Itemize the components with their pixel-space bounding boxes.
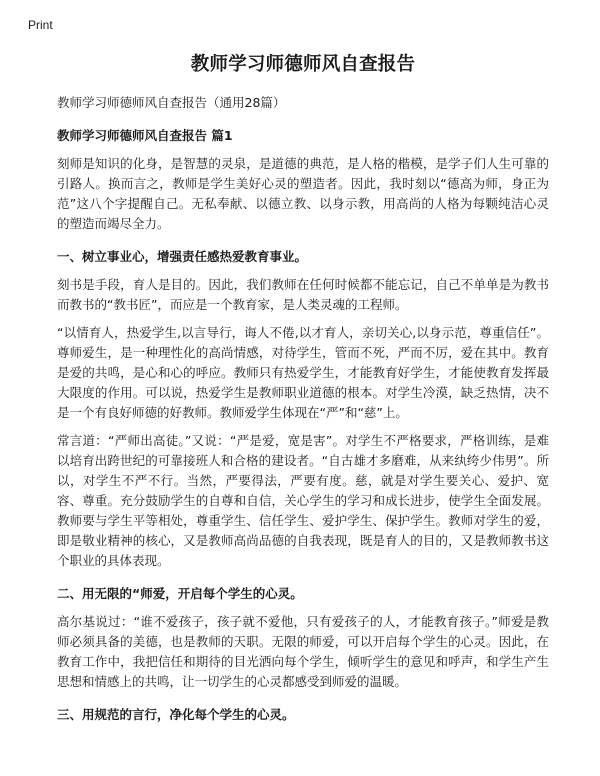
- section-2-paragraph-1: 高尔基说过：“谁不爱孩子，孩子就不爱他，只有爱孩子的人，才能教育孩子。”师爱是教师必须具备的美德，也是教师的天职。无限的师爱，可以开启每个学生的心灵。因此，在教育工作中，我把信任和期待的目光洒向每个学生，倾听学生的意见和呼声，和学生产生思想和情感上的共鸣，让一切学生的心灵都感受到师爱的温暖。: [57, 614, 549, 689]
- section-1-paragraph-1: 刻书是手段，育人是目的。因此，我们教师在任何时候都不能忘记，自己不单单是为教书而教书的“教书匠”，而应是一个教育家，是人类灵魂的工程师。: [57, 277, 549, 312]
- document-title: 教师学习师德师风自查报告: [190, 54, 416, 75]
- document-body: [57, 52, 549, 725]
- section-heading-2: 二、用无限的“师爱，开启每个学生的心灵。: [57, 586, 303, 601]
- section-1-paragraph-3: 常言道：“严师出高徒。”又说：“严是爱，宽是害”。对学生不严格要求，严格训练，是难以培育出跨世纪的可靠接班人和合格的建设者。“自古雄才多磨难，从来纨绔少伟男”。所以，对学生不严不行。当然，严要得法，严要有度。慈，就是对学生要关心、爱护、宽容、尊重。充分鼓励学生的自尊和自信，关心学生的学习和成长进步，使学生全面发展。教师要与学生平等相处，尊重学生、信任学生、爱护学生、保护学生。教师对学生的爱，即是敬业精神的核心，又是教师高尚品德的自我表现，既是育人的目的，又是教师教书这个职业的具体表现。: [57, 433, 549, 568]
- piece-title: 教师学习师德师风自查报告 篇1: [57, 128, 233, 143]
- document-subtitle: 教师学习师德师风自查报告（通用28篇）: [57, 95, 286, 110]
- section-heading-1: 一、树立事业心，增强责任感热爱教育事业。: [57, 249, 308, 264]
- section-1-paragraph-2: “以情育人，热爱学生,以言导行，诲人不倦,以才育人，亲切关心,以身示范，尊重信任”。尊师爱生，是一种理性化的高尚情感，对待学生，管而不死，严而不厉，爱在其中。教育是爱的共鸣，是心和心的呼应。教师只有热爱学生，才能教育好学生，才能使教育发挥最大限度的作用。可以说，热爱学生是教师职业道德的根本。对学生冷漠，缺乏热情，决不是一个有良好师德的好教师。教师爱学生体现在“严”和“慈”上。: [57, 325, 549, 420]
- section-heading-3: 三、用规范的言行，净化每个学生的心灵。: [57, 707, 295, 722]
- print-link[interactable]: Print: [28, 18, 53, 32]
- intro-paragraph: 刻师是知识的化身，是智慧的灵泉，是道德的典范，是人格的楷模，是学子们人生可靠的引路人。换而言之，教师是学生美好心灵的塑造者。因此，我时刻以“德高为师，身正为范”这八个字提醒自己。无私奉献、以德立教、以身示教，用高尚的人格为每颗纯洁心灵的塑造而竭尽全力。: [57, 156, 549, 231]
